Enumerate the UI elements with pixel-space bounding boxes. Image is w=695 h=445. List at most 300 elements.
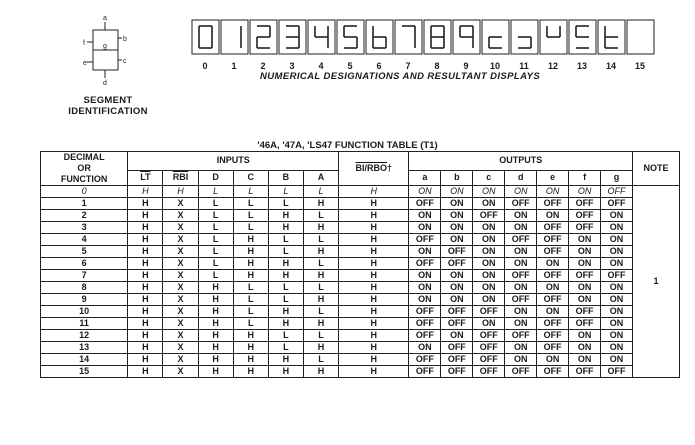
table-cell: H	[128, 282, 163, 294]
table-cell: L	[198, 186, 233, 198]
table-cell: H	[198, 318, 233, 330]
table-cell: X	[163, 366, 198, 378]
col-lt: $\overline{LT}$	[128, 170, 163, 185]
table-cell: H	[303, 246, 338, 258]
table-cell: ON	[569, 282, 601, 294]
table-cell: OFF	[537, 366, 569, 378]
table-cell: ON	[473, 282, 505, 294]
numerical-displays	[190, 18, 660, 71]
table-cell: H	[233, 354, 268, 366]
table-cell: L	[233, 306, 268, 318]
display-number-label: 12	[547, 61, 558, 71]
table-cell: OFF	[537, 234, 569, 246]
table-cell: X	[163, 234, 198, 246]
table-cell: ON	[409, 270, 441, 282]
table-cell: L	[268, 198, 303, 210]
table-cell: ON	[409, 294, 441, 306]
table-cell: OFF	[505, 330, 537, 342]
table-cell: H	[128, 258, 163, 270]
table-cell: OFF	[409, 234, 441, 246]
display-number-label: 15	[634, 61, 645, 71]
table-row	[41, 270, 680, 282]
table-cell: L	[198, 246, 233, 258]
table-cell: H	[128, 318, 163, 330]
table-cell: H	[339, 270, 409, 282]
table-cell: H	[128, 270, 163, 282]
table-cell: ON	[473, 246, 505, 258]
table-cell: X	[163, 258, 198, 270]
table-cell: OFF	[473, 342, 505, 354]
table-cell: L	[233, 198, 268, 210]
table-cell: ON	[601, 222, 633, 234]
table-row	[41, 354, 680, 366]
table-cell: OFF	[569, 198, 601, 210]
display-number-label: 4	[318, 61, 324, 71]
table-cell: H	[128, 186, 163, 198]
table-cell: H	[339, 318, 409, 330]
table-cell: OFF	[569, 318, 601, 330]
table-cell: ON	[569, 246, 601, 258]
table-cell: OFF	[505, 270, 537, 282]
table-cell: 1	[41, 198, 128, 210]
col-out-a: a	[409, 170, 441, 185]
display-number-label: 8	[434, 61, 440, 71]
table-cell: ON	[473, 318, 505, 330]
table-cell: L	[303, 210, 338, 222]
table-cell: ON	[601, 234, 633, 246]
table-row	[41, 294, 680, 306]
table-cell: ON	[505, 318, 537, 330]
table-cell: OFF	[505, 234, 537, 246]
table-cell: X	[163, 222, 198, 234]
table-cell: 2	[41, 210, 128, 222]
table-cell: ON	[569, 354, 601, 366]
table-cell: L	[198, 222, 233, 234]
table-cell: L	[303, 330, 338, 342]
table-cell: ON	[505, 210, 537, 222]
table-cell: ON	[409, 246, 441, 258]
table-cell: ON	[505, 222, 537, 234]
table-cell: X	[163, 354, 198, 366]
table-cell: X	[163, 330, 198, 342]
table-cell: H	[198, 366, 233, 378]
table-cell: OFF	[505, 198, 537, 210]
table-cell: 9	[41, 294, 128, 306]
table-cell: OFF	[473, 306, 505, 318]
table-cell: OFF	[601, 198, 633, 210]
table-cell: H	[303, 318, 338, 330]
table-cell: L	[268, 342, 303, 354]
table-cell: OFF	[441, 258, 473, 270]
table-cell: H	[233, 234, 268, 246]
table-cell: L	[233, 210, 268, 222]
note-cell: 1	[633, 186, 680, 378]
table-cell: ON	[537, 354, 569, 366]
display-cell	[192, 20, 219, 54]
table-row	[41, 210, 680, 222]
col-b: B	[268, 170, 303, 185]
table-cell: ON	[569, 330, 601, 342]
table-cell: H	[128, 198, 163, 210]
table-cell: H	[198, 330, 233, 342]
table-cell: H	[198, 282, 233, 294]
table-cell: ON	[441, 210, 473, 222]
table-cell: ON	[441, 270, 473, 282]
seg-label-a: a	[103, 15, 107, 22]
table-cell: H	[303, 294, 338, 306]
table-cell: ON	[441, 294, 473, 306]
table-cell: OFF	[441, 318, 473, 330]
table-cell: H	[128, 222, 163, 234]
table-cell: OFF	[409, 330, 441, 342]
table-cell: OFF	[473, 330, 505, 342]
table-cell: H	[339, 234, 409, 246]
table-cell: L	[233, 186, 268, 198]
display-number-label: 11	[519, 61, 529, 71]
col-outputs: OUTPUTS	[409, 152, 633, 171]
table-cell: L	[198, 234, 233, 246]
table-cell: OFF	[441, 354, 473, 366]
caption-line-2: IDENTIFICATION	[68, 106, 148, 117]
table-cell: ON	[409, 222, 441, 234]
table-cell: OFF	[537, 342, 569, 354]
seven-segment-displays	[190, 18, 660, 60]
table-cell: ON	[441, 198, 473, 210]
table-row	[41, 258, 680, 270]
table-cell: ON	[409, 342, 441, 354]
table-cell: ON	[601, 330, 633, 342]
table-row	[41, 366, 680, 378]
table-cell: H	[268, 318, 303, 330]
seg-label-c: c	[123, 58, 127, 65]
table-cell: H	[339, 330, 409, 342]
table-cell: ON	[601, 282, 633, 294]
seg-label-e: e	[83, 60, 87, 67]
table-row	[41, 342, 680, 354]
segment-identification-diagram	[58, 8, 158, 94]
table-cell: ON	[441, 234, 473, 246]
table-row	[41, 186, 680, 198]
display-number-label: 5	[347, 61, 353, 71]
table-cell: H	[268, 306, 303, 318]
table-cell: OFF	[537, 222, 569, 234]
segment-identification-caption	[58, 95, 158, 117]
table-cell: H	[268, 354, 303, 366]
table-cell: ON	[601, 210, 633, 222]
table-cell: H	[303, 198, 338, 210]
table-cell: L	[233, 282, 268, 294]
seg-label-b: b	[123, 36, 127, 43]
table-row	[41, 198, 680, 210]
table-cell: H	[198, 306, 233, 318]
table-cell: L	[303, 354, 338, 366]
table-cell: X	[163, 210, 198, 222]
table-cell: ON	[441, 282, 473, 294]
col-c: C	[233, 170, 268, 185]
segment-identification	[58, 8, 158, 117]
table-cell: OFF	[409, 258, 441, 270]
table-cell: ON	[537, 210, 569, 222]
table-cell: ON	[441, 222, 473, 234]
table-cell: ON	[569, 186, 601, 198]
table-cell: ON	[441, 186, 473, 198]
table-cell: H	[233, 342, 268, 354]
table-cell: H	[268, 210, 303, 222]
table-cell: OFF	[409, 354, 441, 366]
table-cell: OFF	[537, 294, 569, 306]
table-cell: H	[303, 366, 338, 378]
table-cell: OFF	[473, 210, 505, 222]
table-cell: H	[128, 294, 163, 306]
table-cell: OFF	[537, 330, 569, 342]
table-cell: H	[128, 210, 163, 222]
table-cell: L	[198, 210, 233, 222]
display-number-label: 6	[376, 61, 382, 71]
table-cell: H	[339, 354, 409, 366]
table-cell: ON	[601, 342, 633, 354]
table-cell: OFF	[601, 186, 633, 198]
table-cell: L	[233, 294, 268, 306]
table-cell: ON	[601, 318, 633, 330]
table-cell: H	[198, 294, 233, 306]
table-cell: OFF	[409, 306, 441, 318]
table-row	[41, 318, 680, 330]
table-cell: L	[303, 258, 338, 270]
table-cell: L	[268, 294, 303, 306]
table-cell: ON	[473, 258, 505, 270]
table-cell: H	[233, 270, 268, 282]
table-cell: 14	[41, 354, 128, 366]
table-cell: L	[268, 246, 303, 258]
table-cell: H	[339, 258, 409, 270]
table-row	[41, 234, 680, 246]
table-cell: ON	[569, 258, 601, 270]
table-cell: OFF	[409, 366, 441, 378]
table-cell: ON	[409, 186, 441, 198]
seg-label-g: g	[103, 43, 107, 50]
col-rbi: $\overline{RBI}$	[163, 170, 198, 185]
display-cell	[627, 20, 654, 54]
numerical-displays-caption: NUMERICAL DESIGNATIONS AND RESULTANT DISPLAYS	[260, 71, 541, 82]
col-a: A	[303, 170, 338, 185]
col-inputs: INPUTS	[128, 152, 339, 171]
table-cell: ON	[505, 282, 537, 294]
col-out-b: b	[441, 170, 473, 185]
table-cell: X	[163, 282, 198, 294]
table-cell: L	[198, 258, 233, 270]
table-cell: 5	[41, 246, 128, 258]
col-out-e: e	[537, 170, 569, 185]
table-cell: L	[268, 186, 303, 198]
table-cell: H	[303, 270, 338, 282]
table-cell: ON	[473, 294, 505, 306]
table-cell: ON	[505, 186, 537, 198]
table-cell: OFF	[537, 198, 569, 210]
table-cell: OFF	[441, 366, 473, 378]
display-number-label: 9	[463, 61, 469, 71]
table-cell: H	[128, 234, 163, 246]
table-cell: OFF	[409, 198, 441, 210]
col-out-f: f	[569, 170, 601, 185]
table-cell: H	[128, 306, 163, 318]
table-cell: H	[339, 210, 409, 222]
table-cell: H	[233, 330, 268, 342]
col-out-c: c	[473, 170, 505, 185]
table-cell: 8	[41, 282, 128, 294]
table-cell: H	[198, 342, 233, 354]
table-cell: ON	[537, 282, 569, 294]
table-cell: ON	[601, 294, 633, 306]
table-cell: OFF	[601, 270, 633, 282]
col-d: D	[198, 170, 233, 185]
table-cell: OFF	[569, 306, 601, 318]
table-cell: X	[163, 198, 198, 210]
table-cell: H	[128, 366, 163, 378]
table-row	[41, 246, 680, 258]
table-cell: OFF	[505, 366, 537, 378]
table-cell: H	[233, 258, 268, 270]
table-cell: H	[128, 354, 163, 366]
table-cell: OFF	[569, 270, 601, 282]
table-cell: X	[163, 342, 198, 354]
table-cell: H	[339, 198, 409, 210]
table-row	[41, 306, 680, 318]
table-cell: H	[303, 342, 338, 354]
table-cell: OFF	[441, 246, 473, 258]
table-cell: ON	[505, 246, 537, 258]
table-cell: H	[339, 222, 409, 234]
table-cell: ON	[473, 234, 505, 246]
col-bi-rbo: BI/RBO†	[339, 152, 409, 186]
table-cell: OFF	[601, 366, 633, 378]
table-cell: ON	[441, 330, 473, 342]
table-cell: L	[268, 234, 303, 246]
table-cell: X	[163, 306, 198, 318]
table-cell: ON	[601, 258, 633, 270]
table-cell: H	[233, 366, 268, 378]
table-cell: H	[268, 366, 303, 378]
display-number-label: 2	[260, 61, 266, 71]
table-cell: H	[339, 246, 409, 258]
table-cell: ON	[505, 342, 537, 354]
table-cell: 6	[41, 258, 128, 270]
table-cell: L	[198, 198, 233, 210]
table-cell: H	[198, 354, 233, 366]
col-decimal: DECIMAL OR FUNCTION	[41, 152, 128, 186]
table-cell: 10	[41, 306, 128, 318]
table-cell: ON	[409, 210, 441, 222]
function-table	[40, 151, 680, 378]
table-cell: OFF	[537, 318, 569, 330]
table-cell: OFF	[441, 306, 473, 318]
table-cell: ON	[473, 222, 505, 234]
table-cell: ON	[601, 246, 633, 258]
table-cell: H	[339, 282, 409, 294]
table-cell: X	[163, 246, 198, 258]
table-cell: 13	[41, 342, 128, 354]
col-out-d: d	[505, 170, 537, 185]
display-number-label: 13	[576, 61, 587, 71]
table-cell: H	[339, 294, 409, 306]
table-cell: 15	[41, 366, 128, 378]
table-cell: 0	[41, 186, 128, 198]
table-cell: OFF	[473, 366, 505, 378]
table-row	[41, 330, 680, 342]
table-cell: X	[163, 270, 198, 282]
table-cell: L	[268, 282, 303, 294]
table-cell: OFF	[537, 246, 569, 258]
table-cell: 4	[41, 234, 128, 246]
table-cell: H	[128, 330, 163, 342]
caption-line-1: SEGMENT	[83, 95, 133, 106]
display-cell	[395, 20, 422, 54]
table-cell: H	[339, 366, 409, 378]
table-cell: X	[163, 318, 198, 330]
table-cell: L	[198, 270, 233, 282]
table-cell: OFF	[569, 222, 601, 234]
table-cell: OFF	[537, 270, 569, 282]
table-cell: H	[233, 246, 268, 258]
table-cell: ON	[601, 306, 633, 318]
table-cell: ON	[473, 198, 505, 210]
display-number-label: 14	[605, 61, 616, 71]
table-cell: H	[163, 186, 198, 198]
table-cell: OFF	[441, 342, 473, 354]
table-cell: ON	[569, 234, 601, 246]
table-cell: L	[268, 330, 303, 342]
table-cell: 3	[41, 222, 128, 234]
display-number-label: 1	[231, 61, 237, 71]
table-cell: L	[303, 234, 338, 246]
table-title: '46A, '47A, 'LS47 FUNCTION TABLE (T1)	[257, 140, 438, 151]
table-cell: ON	[569, 342, 601, 354]
table-cell: L	[303, 282, 338, 294]
table-cell: H	[128, 342, 163, 354]
table-cell: ON	[601, 354, 633, 366]
table-cell: ON	[473, 270, 505, 282]
table-cell: OFF	[409, 318, 441, 330]
display-number-label: 3	[289, 61, 295, 71]
table-cell: X	[163, 294, 198, 306]
table-cell: L	[233, 318, 268, 330]
table-cell: H	[268, 258, 303, 270]
table-cell: L	[303, 306, 338, 318]
table-cell: ON	[537, 258, 569, 270]
col-note: NOTE	[633, 152, 680, 186]
table-cell: H	[128, 246, 163, 258]
table-cell: OFF	[505, 294, 537, 306]
table-cell: ON	[537, 306, 569, 318]
table-cell: 11	[41, 318, 128, 330]
display-number-label: 7	[405, 61, 411, 71]
display-number-label: 10	[489, 61, 500, 71]
table-row	[41, 222, 680, 234]
table-cell: ON	[473, 186, 505, 198]
table-cell: H	[339, 186, 409, 198]
table-cell: H	[339, 342, 409, 354]
display-number-label: 0	[202, 61, 208, 71]
seg-label-d: d	[103, 80, 107, 87]
table-cell: OFF	[569, 366, 601, 378]
table-cell: OFF	[569, 210, 601, 222]
table-cell: ON	[569, 294, 601, 306]
table-cell: OFF	[473, 354, 505, 366]
table-cell: ON	[505, 354, 537, 366]
table-cell: ON	[505, 306, 537, 318]
table-cell: 7	[41, 270, 128, 282]
display-cell	[221, 20, 248, 54]
table-cell: ON	[409, 282, 441, 294]
